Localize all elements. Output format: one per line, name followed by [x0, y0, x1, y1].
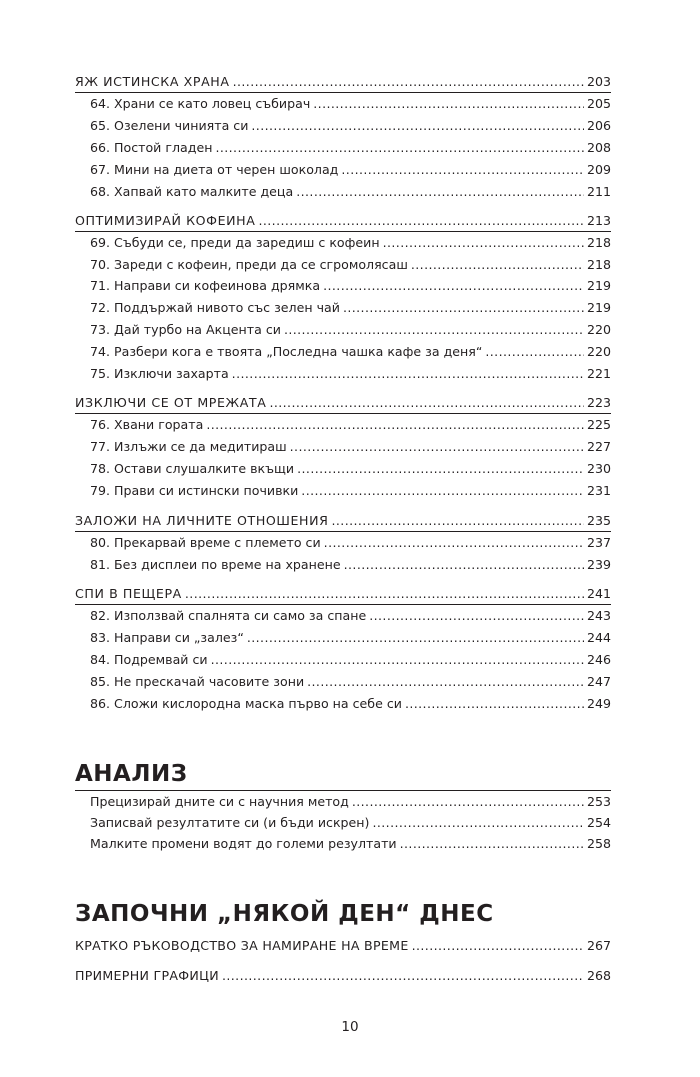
- dot-leader: [215, 140, 584, 156]
- dot-leader: [324, 535, 584, 551]
- toc-item: 75. Изключи захарта ..... 221: [90, 366, 611, 382]
- dot-leader: [383, 235, 584, 251]
- dot-leader: [400, 836, 584, 852]
- toc-section-entry: СПИ В ПЕЩЕРА ..... 241: [75, 586, 611, 602]
- toc-item: ПРИМЕРНИ ГРАФИЦИ ..... 268: [75, 968, 611, 984]
- dot-leader: [372, 815, 584, 831]
- section-divider: [75, 604, 611, 605]
- toc-item: Малките промени водят до големи резултати ..... 258: [90, 836, 611, 852]
- toc-item: КРАТКО РЪКОВОДСТВО ЗА НАМИРАНЕ НА ВРЕМЕ ..... 267: [75, 938, 611, 954]
- toc-item: 69. Събуди се, преди да заредиш с кофеин ..... 218: [90, 235, 611, 251]
- toc-item: 78. Остави слушалките вкъщи ..... 230: [90, 461, 611, 477]
- part-heading: ЗАПОЧНИ „НЯКОЙ ДЕН“ ДНЕС: [75, 901, 494, 927]
- toc-section-entry: ОПТИМИЗИРАЙ КОФЕИНА ..... 213: [75, 213, 611, 229]
- toc-item: 79. Прави си истински почивки ..... 231: [90, 483, 611, 499]
- dot-leader: [232, 366, 584, 382]
- toc-item: 76. Хвани гората ..... 225: [90, 417, 611, 433]
- dot-leader: [412, 938, 584, 954]
- dot-leader: [269, 395, 584, 411]
- toc-item: 64. Храни се като ловец събирач ..... 205: [90, 96, 611, 112]
- dot-leader: [313, 96, 584, 112]
- dot-leader: [405, 696, 584, 712]
- toc-item: 81. Без дисплеи по време на хранене ..... 239: [90, 557, 611, 573]
- toc-item: 73. Дай турбо на Акцента си ..... 220: [90, 322, 611, 338]
- dot-leader: [211, 652, 584, 668]
- dot-leader: [206, 417, 584, 433]
- toc-item: 72. Поддържай нивото със зелен чай ..... 219: [90, 300, 611, 316]
- dot-leader: [323, 278, 584, 294]
- dot-leader: [331, 513, 583, 529]
- dot-leader: [341, 162, 584, 178]
- dot-leader: [185, 586, 584, 602]
- dot-leader: [284, 322, 584, 338]
- dot-leader: [247, 630, 584, 646]
- page-number: 10: [341, 1019, 359, 1035]
- dot-leader: [251, 118, 584, 134]
- part-heading: АНАЛИЗ: [75, 761, 188, 787]
- section-divider: [75, 92, 611, 93]
- toc-item: Записвай резултатите си (и бъди искрен) ..... 254: [90, 815, 611, 831]
- section-divider: [75, 790, 611, 791]
- dot-leader: [343, 300, 584, 316]
- toc-item: 86. Сложи кислородна маска първо на себе си ..... 249: [90, 696, 611, 712]
- dot-leader: [296, 184, 584, 200]
- dot-leader: [411, 257, 584, 273]
- dot-leader: [369, 608, 584, 624]
- dot-leader: [222, 968, 584, 984]
- toc-section-entry: ЯЖ ИСТИНСКА ХРАНА ..... 203: [75, 74, 611, 90]
- toc-section-entry: ЗАЛОЖИ НА ЛИЧНИТЕ ОТНОШЕНИЯ ..... 235: [75, 513, 611, 529]
- dot-leader: [297, 461, 584, 477]
- toc-item: 71. Направи си кофеинова дрямка ..... 219: [90, 278, 611, 294]
- toc-item: 82. Използвай спалнята си само за спане ..... 243: [90, 608, 611, 624]
- dot-leader: [352, 794, 584, 810]
- toc-item: 83. Направи си „залез“ ..... 244: [90, 630, 611, 646]
- toc-item: 80. Прекарвай време с племето си ..... 237: [90, 535, 611, 551]
- toc-item: 67. Мини на диета от черен шоколад ..... 209: [90, 162, 611, 178]
- toc-item: 70. Зареди с кофеин, преди да се сгромолясаш ..... 218: [90, 257, 611, 273]
- toc-item: 74. Разбери кога е твоята „Последна чашка кафе за деня“ ..... 220: [90, 344, 611, 360]
- section-divider: [75, 231, 611, 232]
- toc-item: 77. Излъжи се да медитираш ..... 227: [90, 439, 611, 455]
- dot-leader: [233, 74, 584, 90]
- toc-item: Прецизирай дните си с научния метод ..... 253: [90, 794, 611, 810]
- toc-item: 84. Подремвай си ..... 246: [90, 652, 611, 668]
- dot-leader: [485, 344, 584, 360]
- dot-leader: [290, 439, 584, 455]
- section-divider: [75, 413, 611, 414]
- toc-section-entry: ИЗКЛЮЧИ СЕ ОТ МРЕЖАТА ..... 223: [75, 395, 611, 411]
- section-divider: [75, 531, 611, 532]
- toc-item: 66. Постой гладен ..... 208: [90, 140, 611, 156]
- toc-item: 85. Не прескачай часовите зони ..... 247: [90, 674, 611, 690]
- dot-leader: [344, 557, 584, 573]
- dot-leader: [307, 674, 584, 690]
- toc-item: 65. Озелени чинията си ..... 206: [90, 118, 611, 134]
- dot-leader: [301, 483, 584, 499]
- dot-leader: [258, 213, 583, 229]
- toc-item: 68. Хапвай като малките деца ..... 211: [90, 184, 611, 200]
